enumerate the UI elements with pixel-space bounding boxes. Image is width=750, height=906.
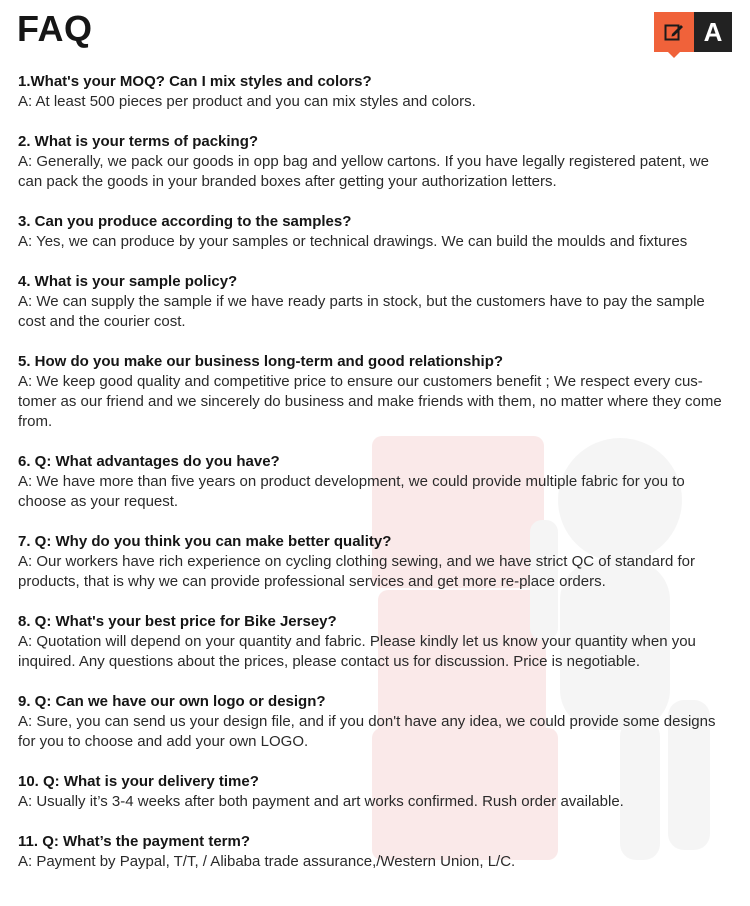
faq-answer: A: Quotation will depend on your quantity and fabric. Please kindly let us know your quantity when you inquired. Any questions about the prices, please contact us for discussion. Price is negotiable. xyxy=(18,633,696,670)
faq-item xyxy=(18,532,734,592)
faq-question: 11. Q: What’s the payment term? xyxy=(18,833,250,850)
faq-item xyxy=(18,692,734,752)
faq-item xyxy=(18,612,734,672)
faq-item xyxy=(18,72,734,112)
faq-item xyxy=(18,352,734,432)
faq-item xyxy=(18,832,734,872)
faq-question: 8. Q: What's your best price for Bike Jersey? xyxy=(18,613,337,630)
question-badge xyxy=(654,12,694,52)
faq-list xyxy=(18,72,734,892)
faq-item xyxy=(18,212,734,252)
faq-answer: A: We can supply the sample if we have ready parts in stock, but the customers have to pay the sample cost and the courier cost. xyxy=(18,293,705,330)
faq-question: 1.What's your MOQ? Can I mix styles and colors? xyxy=(18,73,372,90)
qa-badge xyxy=(654,12,734,56)
faq-question: 2. What is your terms of packing? xyxy=(18,133,259,150)
faq-answer: A: Payment by Paypal, T/T, / Alibaba trade assurance,/Western Union, L/C. xyxy=(18,853,516,870)
faq-answer: A: At least 500 pieces per product and you can mix styles and colors. xyxy=(18,93,476,110)
faq-question: 4. What is your sample policy? xyxy=(18,273,238,290)
answer-badge: A xyxy=(694,12,732,52)
faq-question: 3. Can you produce according to the samples? xyxy=(18,213,352,230)
faq-answer: A: We keep good quality and competitive price to ensure our customers benefit ; We respect every cus-tomer as our friend and we sincerely do business and make friends with them, no matter where they come from. xyxy=(18,373,722,430)
faq-question: 5. How do you make our business long-term and good relationship? xyxy=(18,353,504,370)
edit-icon xyxy=(664,22,684,42)
faq-answer: A: We have more than five years on product development, we could provide multiple fabric for you to choose as your request. xyxy=(18,473,685,510)
faq-question: 7. Q: Why do you think you can make better quality? xyxy=(18,533,392,550)
faq-answer: A: Yes, we can produce by your samples or technical drawings. We can build the moulds and fixtures xyxy=(18,233,688,250)
faq-item xyxy=(18,772,734,812)
page-title: FAQ xyxy=(17,8,93,49)
faq-item xyxy=(18,132,734,192)
faq-question: 6. Q: What advantages do you have? xyxy=(18,453,280,470)
faq-item xyxy=(18,272,734,332)
faq-answer: A: Usually it’s 3-4 weeks after both payment and art works confirmed. Rush order available. xyxy=(18,793,624,810)
faq-question: 10. Q: What is your delivery time? xyxy=(18,773,259,790)
faq-answer: A: Generally, we pack our goods in opp bag and yellow cartons. If you have legally registered patent, we can pack the goods in your branded boxes after getting your authorization letters. xyxy=(18,153,709,190)
faq-item xyxy=(18,452,734,512)
faq-question: 9. Q: Can we have our own logo or design? xyxy=(18,693,326,710)
faq-answer: A: Sure, you can send us your design file, and if you don't have any idea, we could provide some designs for you to choose and add your own LOGO. xyxy=(18,713,716,750)
faq-answer: A: Our workers have rich experience on cycling clothing sewing, and we have strict QC of standard for products, that is why we can provide professional services and get more re-place orders. xyxy=(18,553,695,590)
